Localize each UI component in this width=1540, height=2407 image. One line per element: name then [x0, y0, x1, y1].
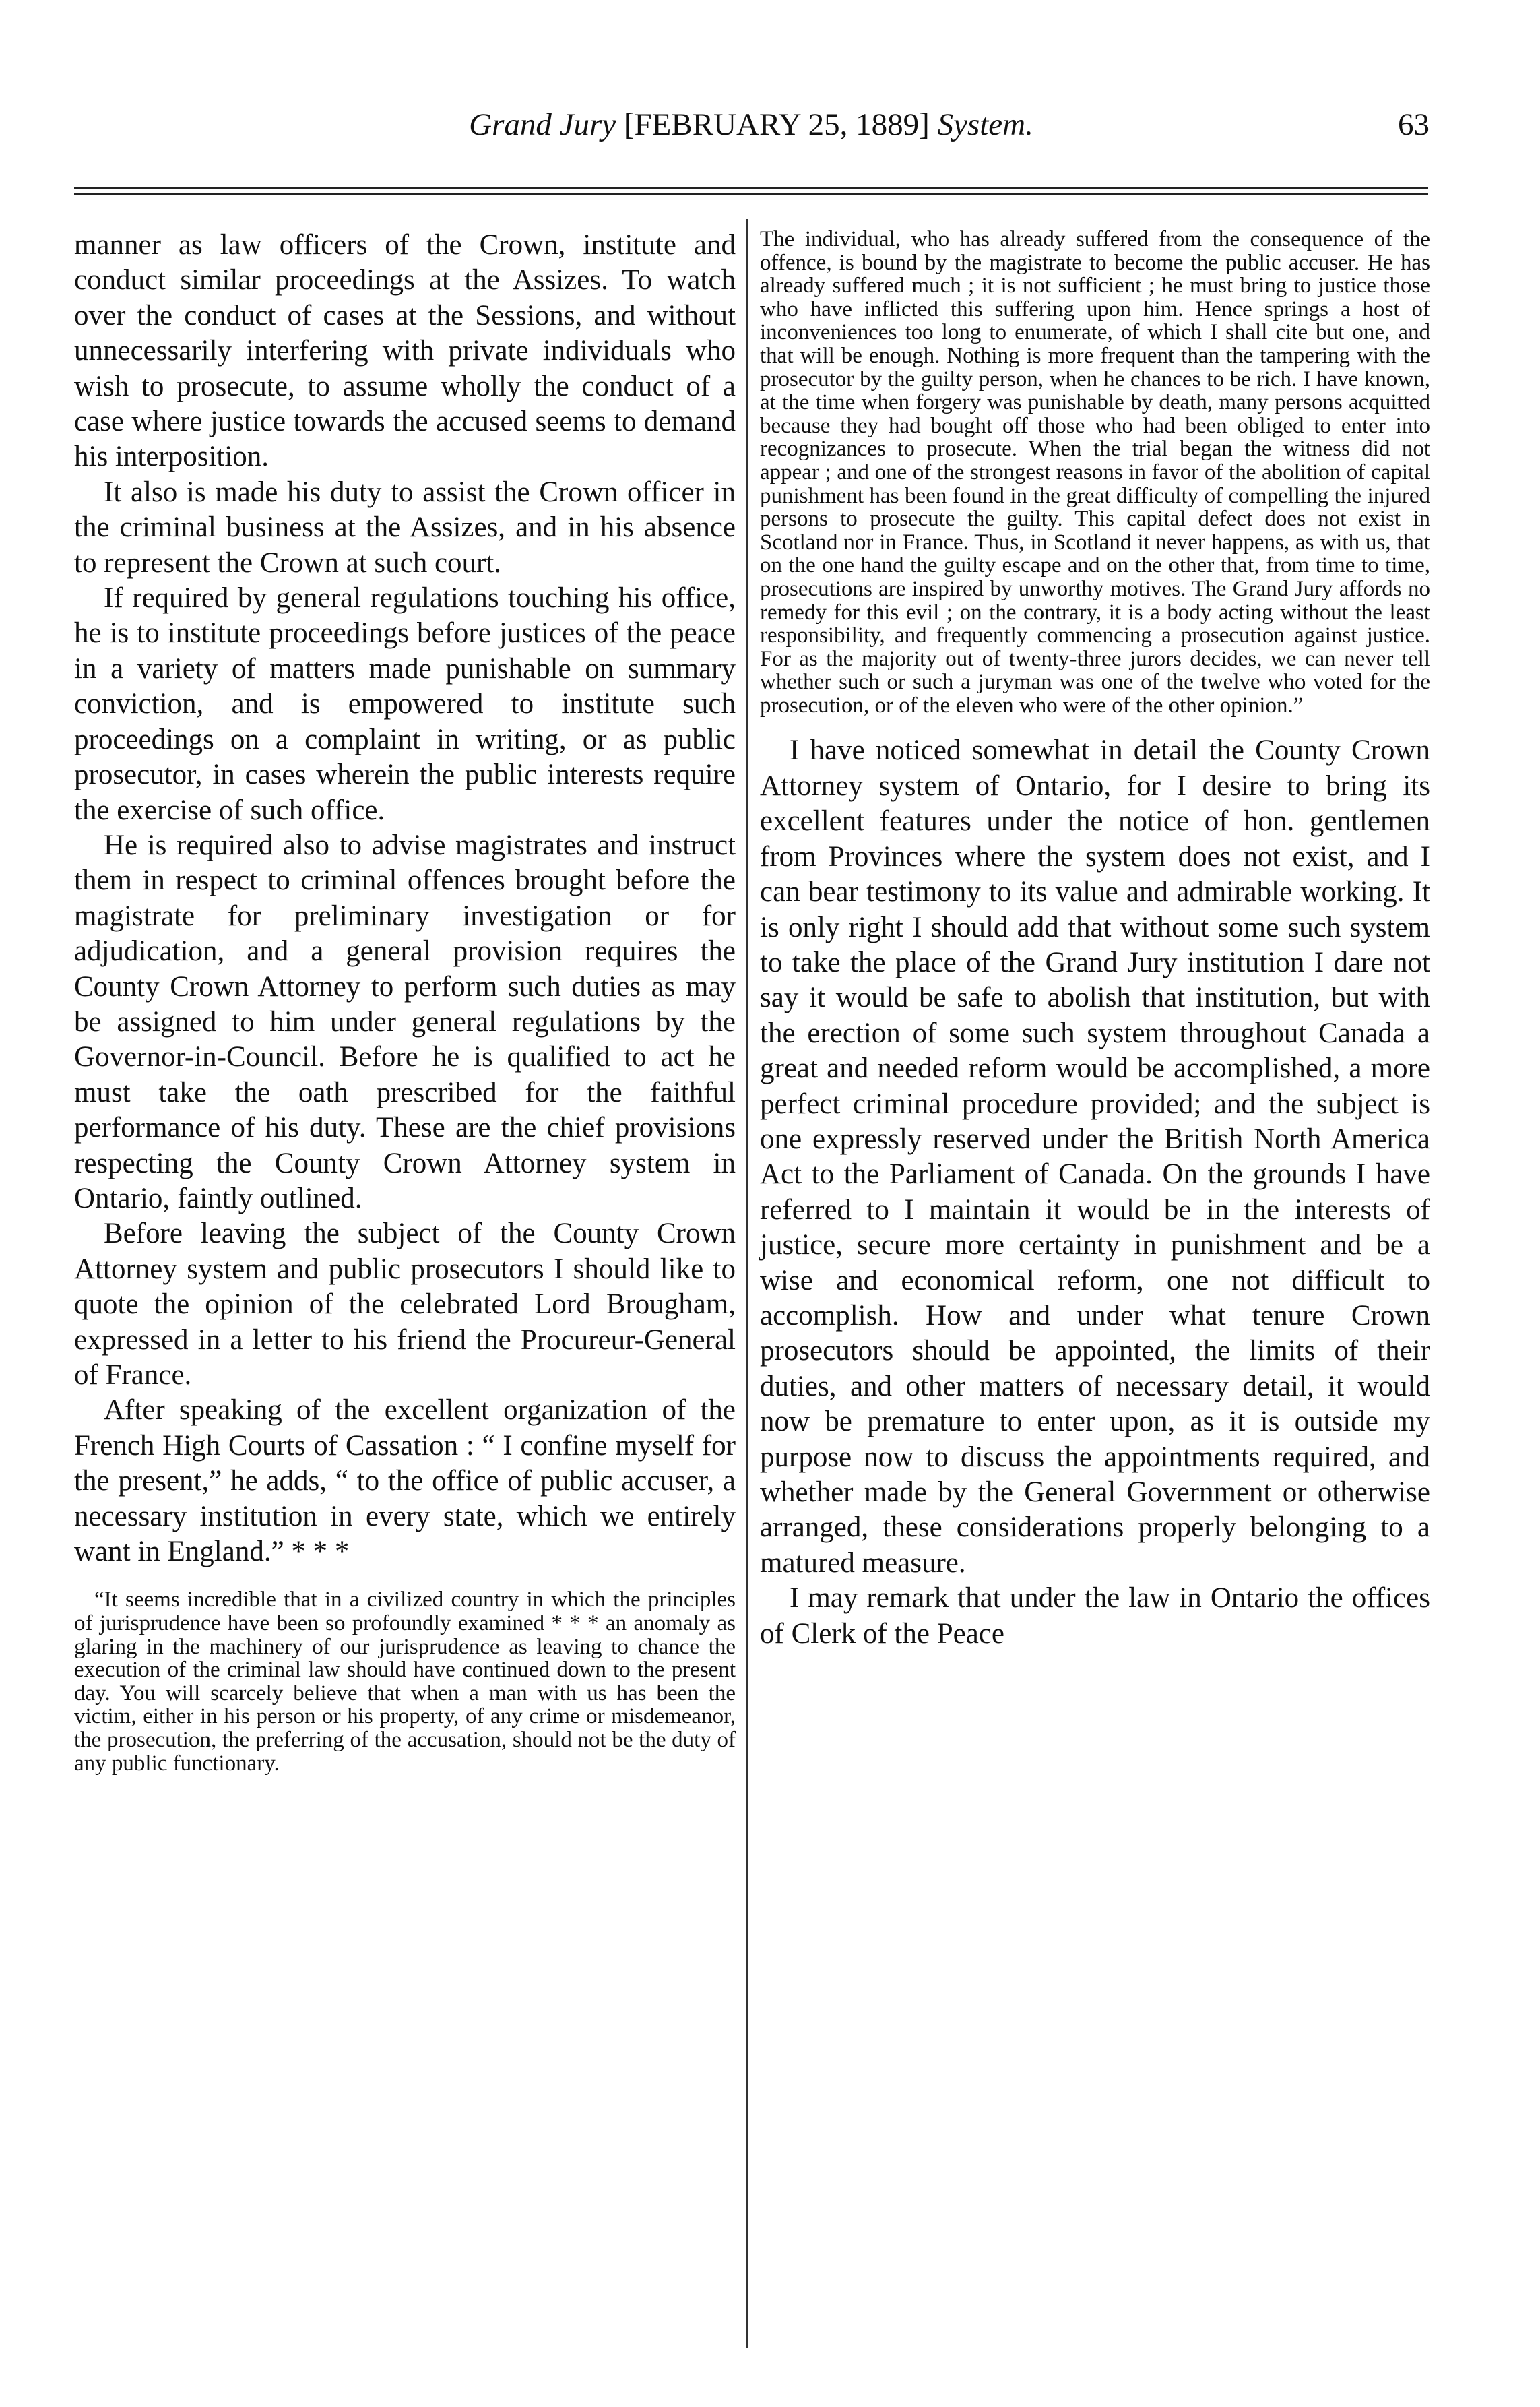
- header-rule-bottom: [74, 193, 1428, 195]
- paragraph: I may remark that under the law in Ontario the offices of Clerk of the Peace: [760, 1582, 1430, 1650]
- paragraph: If required by general regulations touching his office, he is to institute proceedings before justices of the peace in a variety of matters made punishable on summary conviction, and is empowered to institute such proceedings on a complaint in writing, or as public prosecutor, in cases wherein the public interests require the exercise of such office.: [74, 582, 736, 826]
- paragraph: manner as law officers of the Crown, institute and conduct similar proceedings at the Assizes. To watch over the conduct of cases at the Sessions, and without unnecessarily interfering with private individuals who wish to prosecute, to assume wholly the conduct of a case where justice towards the accused seems to demand his interposition.: [74, 229, 736, 473]
- running-head: [74, 106, 1428, 143]
- paragraph: It also is made his duty to assist the Crown officer in the criminal business at the Assizes, and in his absence to represent the Crown at such court.: [74, 476, 736, 579]
- column-divider: [746, 219, 748, 2348]
- running-head-left: Grand Jury: [469, 107, 616, 142]
- running-head-date: [FEBRUARY 25, 1889]: [623, 107, 930, 142]
- paragraph: I have noticed somewhat in detail the County Crown Attorney system of Ontario, for I desire to bring its excellent features under the notice of hon. gentlemen from Provinces where the system does not exist, and I can bear testimony to its value and admirable working. It is only right I should add that without some such system to take the place of the Grand Jury institution I dare not say it would be safe to abolish that institution, but with the erection of some such system throughout Canada a great and needed reform would be accomplished, a more perfect criminal procedure provided; and the subject is one expressly reserved under the British North America Act to the Parliament of Canada. On the grounds I have referred to I maintain it would be in the interests of justice, secure more certainty in punishment and be a wise and economical reform, one not difficult to accomplish. How and under what tenure Crown prosecutors should be appointed, the limits of their duties, and other matters of necessary detail, it would now be premature to enter upon, as it is outside my purpose now to discuss the appointments required, and whether made by the General Government or otherwise arranged, these considerations properly belonging to a matured measure.: [760, 734, 1430, 1579]
- quotation-block: The individual, who has already suffered from the consequence of the offence, is bound by the magistrate to become the public accuser. He has already suffered much ; it is not sufficient ; he must bring to justice those who have inflicted this suffering upon him. Hence springs a host of inconveniences too long to enumerate, of which I shall cite but one, and that will be enough. Nothing is more frequent than the tampering with the prosecutor by the guilty person, when he chances to be rich. I have known, at the time when forgery was punishable by death, many persons acquitted because they had bought off those who had been obliged to enter into recognizances to prosecute. When the trial began the witness did not appear ; and one of the strongest reasons in favor of the abolition of capital punishment has been found in the great difficulty of compelling the injured persons to prosecute the guilty. This capital defect does not exist in Scotland nor in France. Thus, in Scotland it never happens, as with us, that on the one hand the guilty escape and on the other that, from time to time, prosecutions are inspired by unworthy motives. The Grand Jury affords no remedy for this evil ; on the contrary, it is a body acting without the least responsibility, and frequently commencing a prosecution against justice. For as the majority out of twenty-three jurors decides, we can never tell whether such or such a juryman was one of the twelve who voted for the prosecution, or of the eleven who were of the other opinion.”: [760, 227, 1430, 718]
- right-column: [760, 228, 1430, 1652]
- paragraph: Before leaving the subject of the County Crown Attorney system and public prosecutors I should like to quote the opinion of the celebrated Lord Brougham, expressed in a letter to his friend the Procureur-General of France.: [74, 1218, 736, 1391]
- paragraph: After speaking of the excellent organization of the French High Courts of Cassation : “ I confine myself for the present,” he adds, “ to the office of public accuser, a necessary institution in every state, which we entirely want in England.” * * *: [74, 1394, 736, 1568]
- quotation-block: “It seems incredible that in a civilized country in which the principles of jurisprudence have been so profoundly examined * * * an anomaly as glaring in the machinery of our jurisprudence as leaving to chance the execution of the criminal law should have continued down to the present day. You will scarcely believe that when a man with us has been the victim, either in his person or his property, of any crime or misdemeanor, the prosecution, the preferring of the accusation, should not be the duty of any public functionary.: [74, 1588, 736, 1776]
- header-rule-top: [74, 187, 1428, 189]
- left-column: [74, 228, 736, 1775]
- page-number: 63: [1398, 107, 1430, 142]
- paragraph: He is required also to advise magistrates and instruct them in respect to criminal offences brought before the magistrate for preliminary investigation or for adjudication, and a general provision requires the County Crown Attorney to perform such duties as may be assigned to him under general regulations by the Governor-in-Council. Before he is qualified to act he must take the oath prescribed for the faithful performance of his duty. These are the chief provisions respecting the County Crown Attorney system in Ontario, faintly outlined.: [74, 829, 736, 1214]
- running-header: [74, 106, 1428, 154]
- running-head-right: System.: [937, 107, 1033, 142]
